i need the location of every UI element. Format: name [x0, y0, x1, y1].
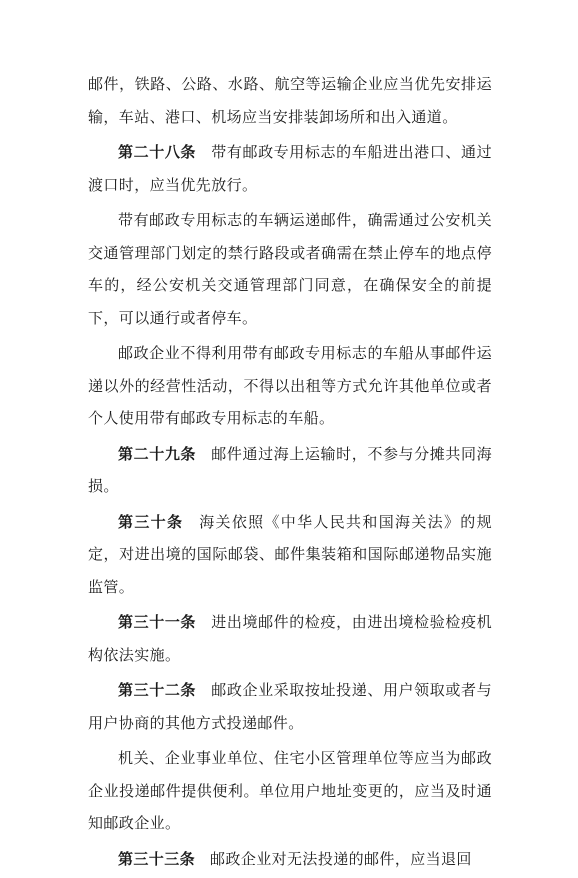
paragraph-text: 带有邮政专用标志的车船进出港口、通过渡口时，应当优先放行。 [88, 143, 492, 194]
paragraph-text: 邮件通过海上运输时，不参与分摊共同海损。 [88, 444, 492, 495]
paragraph-text: 带有邮政专用标志的车辆运递邮件，确需通过公安机关交通管理部门划定的禁行路段或者确需在禁止停车的地点停车的，经公安机关交通管理部门同意，在确保安全的前提下，可以通行或者停车。 [88, 211, 492, 327]
paragraph-text: 邮件，铁路、公路、水路、航空等运输企业应当优先安排运输，车站、港口、机场应当安排装卸场所和出入通道。 [88, 75, 492, 126]
article-number: 第二十八条 [118, 143, 197, 161]
article-number: 第二十九条 [118, 444, 197, 463]
paragraph-2 [88, 136, 492, 201]
paragraph-7 [88, 606, 492, 671]
document-page [88, 68, 492, 878]
paragraph-text: 邮政企业不得利用带有邮政专用标志的车船从事邮件运递以外的经营性活动，不得以出租等方式允许其他单位或者个人使用带有邮政专用标志的车船。 [88, 344, 492, 427]
article-number: 第三十三条 [118, 849, 196, 868]
paragraph-10 [88, 843, 492, 876]
paragraph-9 [88, 742, 492, 840]
paragraph-text: 邮政企业对无法投递的邮件，应当退回 [210, 849, 472, 868]
article-number: 第三十条 [118, 512, 184, 531]
article-number: 第三十一条 [118, 613, 197, 631]
paragraph-text: 海关依照《中华人民共和国海关法》的规定，对进出境的国际邮袋、邮件集装箱和国际邮递物品实施监管。 [88, 512, 493, 596]
paragraph-text: 进出境邮件的检疫，由进出境检验检疫机构依法实施。 [88, 613, 492, 664]
article-number: 第三十二条 [118, 681, 197, 699]
paragraph-8 [88, 674, 492, 739]
paragraph-4 [88, 337, 492, 435]
paragraph-text: 邮政企业采取按址投递、用户领取或者与用户协商的其他方式投递邮件。 [88, 681, 492, 732]
paragraph-5 [88, 438, 492, 503]
paragraph-6 [88, 506, 492, 604]
paragraph-3 [88, 204, 492, 334]
paragraph-text: 机关、企业事业单位、住宅小区管理单位等应当为邮政企业投递邮件提供便利。单位用户地址变更的，应当及时通知邮政企业。 [88, 749, 492, 832]
paragraph-1 [88, 68, 492, 133]
